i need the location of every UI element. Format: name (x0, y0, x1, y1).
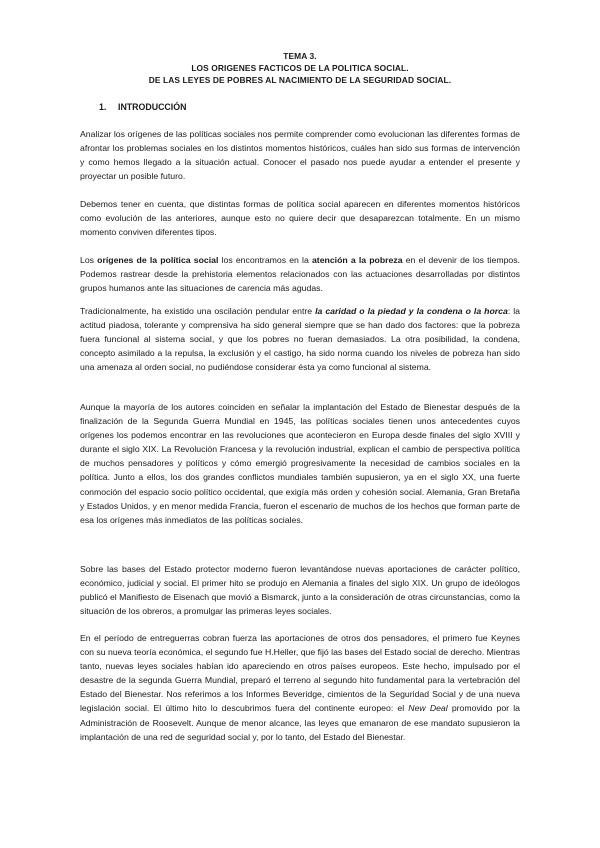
paragraph-7 (80, 631, 520, 744)
paragraph-4 (80, 304, 520, 374)
paragraph-3-bold-poverty: atención a la pobreza (311, 255, 403, 265)
doc-title-line-3: DE LAS LEYES DE POBRES AL NACIMIENTO DE LA SEGURIDAD SOCIAL. (148, 75, 452, 85)
section-heading (99, 102, 186, 112)
paragraph-5: Aunque la mayoría de los autores coinciden en señalar la implantación del Estado de Bienestar después de la finalización de la Segunda Guerra Mundial en 1945, las políticas sociales tienen unos antecedentes cuyos orígenes los podemos encontrar en las revoluciones que acontecieron en Europa desde finales del siglo XVIII y durante el siglo XIX. La Revolución Francesa y la revolución industrial, explican el cambio de perspectiva política de muchos pensadores y políticos y cómo emergió progresivamente la necesidad de cambios sociales en la política. Junto a ellos, los dos grandes conflictos mundiales también supusieron, ya en el siglo XX, una fuerte conmoción del espacio socio político occidental, que exigía más orden y cohesión social. Alemania, Gran Bretaña y Estados Unidos, y en menor medida Francia, fueron el escenario de muchos de los hechos que forman parte de esa los orígenes más inmediatos de las políticas sociales. (80, 402, 520, 525)
paragraph-3 (80, 253, 520, 295)
paragraph-7-new-deal: New Deal (408, 703, 448, 714)
doc-title-line-1: TEMA 3. (283, 51, 317, 61)
paragraph-3-text-c: los encontramos en la (218, 255, 312, 265)
paragraph-2: Debemos tener en cuenta, que distintas formas de política social aparecen en diferentes momentos históricos como evolución de las anteriores, aunque esto no quiere decir que desaparezcan totalmente. En un mismo momento conviven diferentes tipos. (80, 199, 520, 238)
paragraph-7-text-a: En el período de entreguerras cobran fuerza las aportaciones de otros dos pensadores, el primero fue Keynes con su nueva teoría económica, el segundo fue H.Heller, que fijó las bases del Estado social de derecho. Mientras tanto, nuevas leyes sociales habían ido apareciendo en otros países europeos. Este hecho, impulsado por el desastre de la segunda Guerra Mundial, preparó el terreno al segundo hito fundamental para la vertebración del Estado del Bienestar. Nos referimos a los Informes Beveridge, cimientos de la Seguridad Social y de una nueva legislación social. El último hito lo descubrimos fuera del continente europeo: el (80, 633, 520, 714)
paragraph-4-emphasis: la caridad o la piedad y la condena o la horca (315, 306, 508, 316)
paragraph-3-text-a: Los (80, 255, 98, 265)
paragraph-4-text-c: : la actitud piadosa, tolerante y comprensiva ha sido general siempre que se han dado dos factores: que la pobreza fuera funcional al sistema social, y que los pobres no fueran demasiados. La otra posibilidad, la condena, concepto asimilado a la repulsa, la exclusión y el castigo, ha sido norma cuando los niveles de pobreza han sido una amenaza al orden social, no pudiéndose considerar ésta ya como funcional al sistema. (80, 306, 521, 373)
section-number: 1. (99, 102, 107, 112)
paragraph-1: Analizar los orígenes de las políticas sociales nos permite comprender como evolucionan las diferentes formas de afrontar los problemas sociales en los distintos momentos históricos, cuáles han sido sus formas de intervención y como hemos llegado a la situación actual. Conocer el pasado nos puede ayudar a entender el presente y proyectar un posible futuro. (80, 129, 520, 182)
paragraph-3-bold-origins: orígenes de la política social (97, 255, 219, 265)
paragraph-7-text-c: promovido por la Administración de Roosevelt. Aunque de menor alcance, las leyes que emanaron de ese mandato supusieron la implantación de una red de seguridad social y, por lo tanto, del Estado del Bienestar. (80, 703, 520, 742)
paragraph-6: Sobre las bases del Estado protector moderno fueron levantándose nuevas aportaciones de carácter político, económico, judicial y social. El primer hito se produjo en Alemania a finales del siglo XIX. Un grupo de ideólogos publicó el Manifiesto de Eisenach que movió a Bismarck, junto a la consideración de otras circunstancias, como la situación de los obreros, a promulgar las primeras leyes sociales. (80, 564, 520, 617)
section-label: INTRODUCCIÓN (118, 102, 187, 112)
doc-title-line-2: LOS ORIGENES FACTICOS DE LA POLITICA SOCIAL. (191, 63, 409, 73)
paragraph-4-text-a: Tradicionalmente, ha existido una oscilación pendular entre (80, 306, 316, 316)
paragraph-3-text-e: en el devenir de los tiempos. Podemos rastrear desde la prehistoria elementos relacionados con las actuaciones desarrolladas por distintos grupos humanos ante las situaciones de carencia más agudas. (80, 255, 520, 294)
